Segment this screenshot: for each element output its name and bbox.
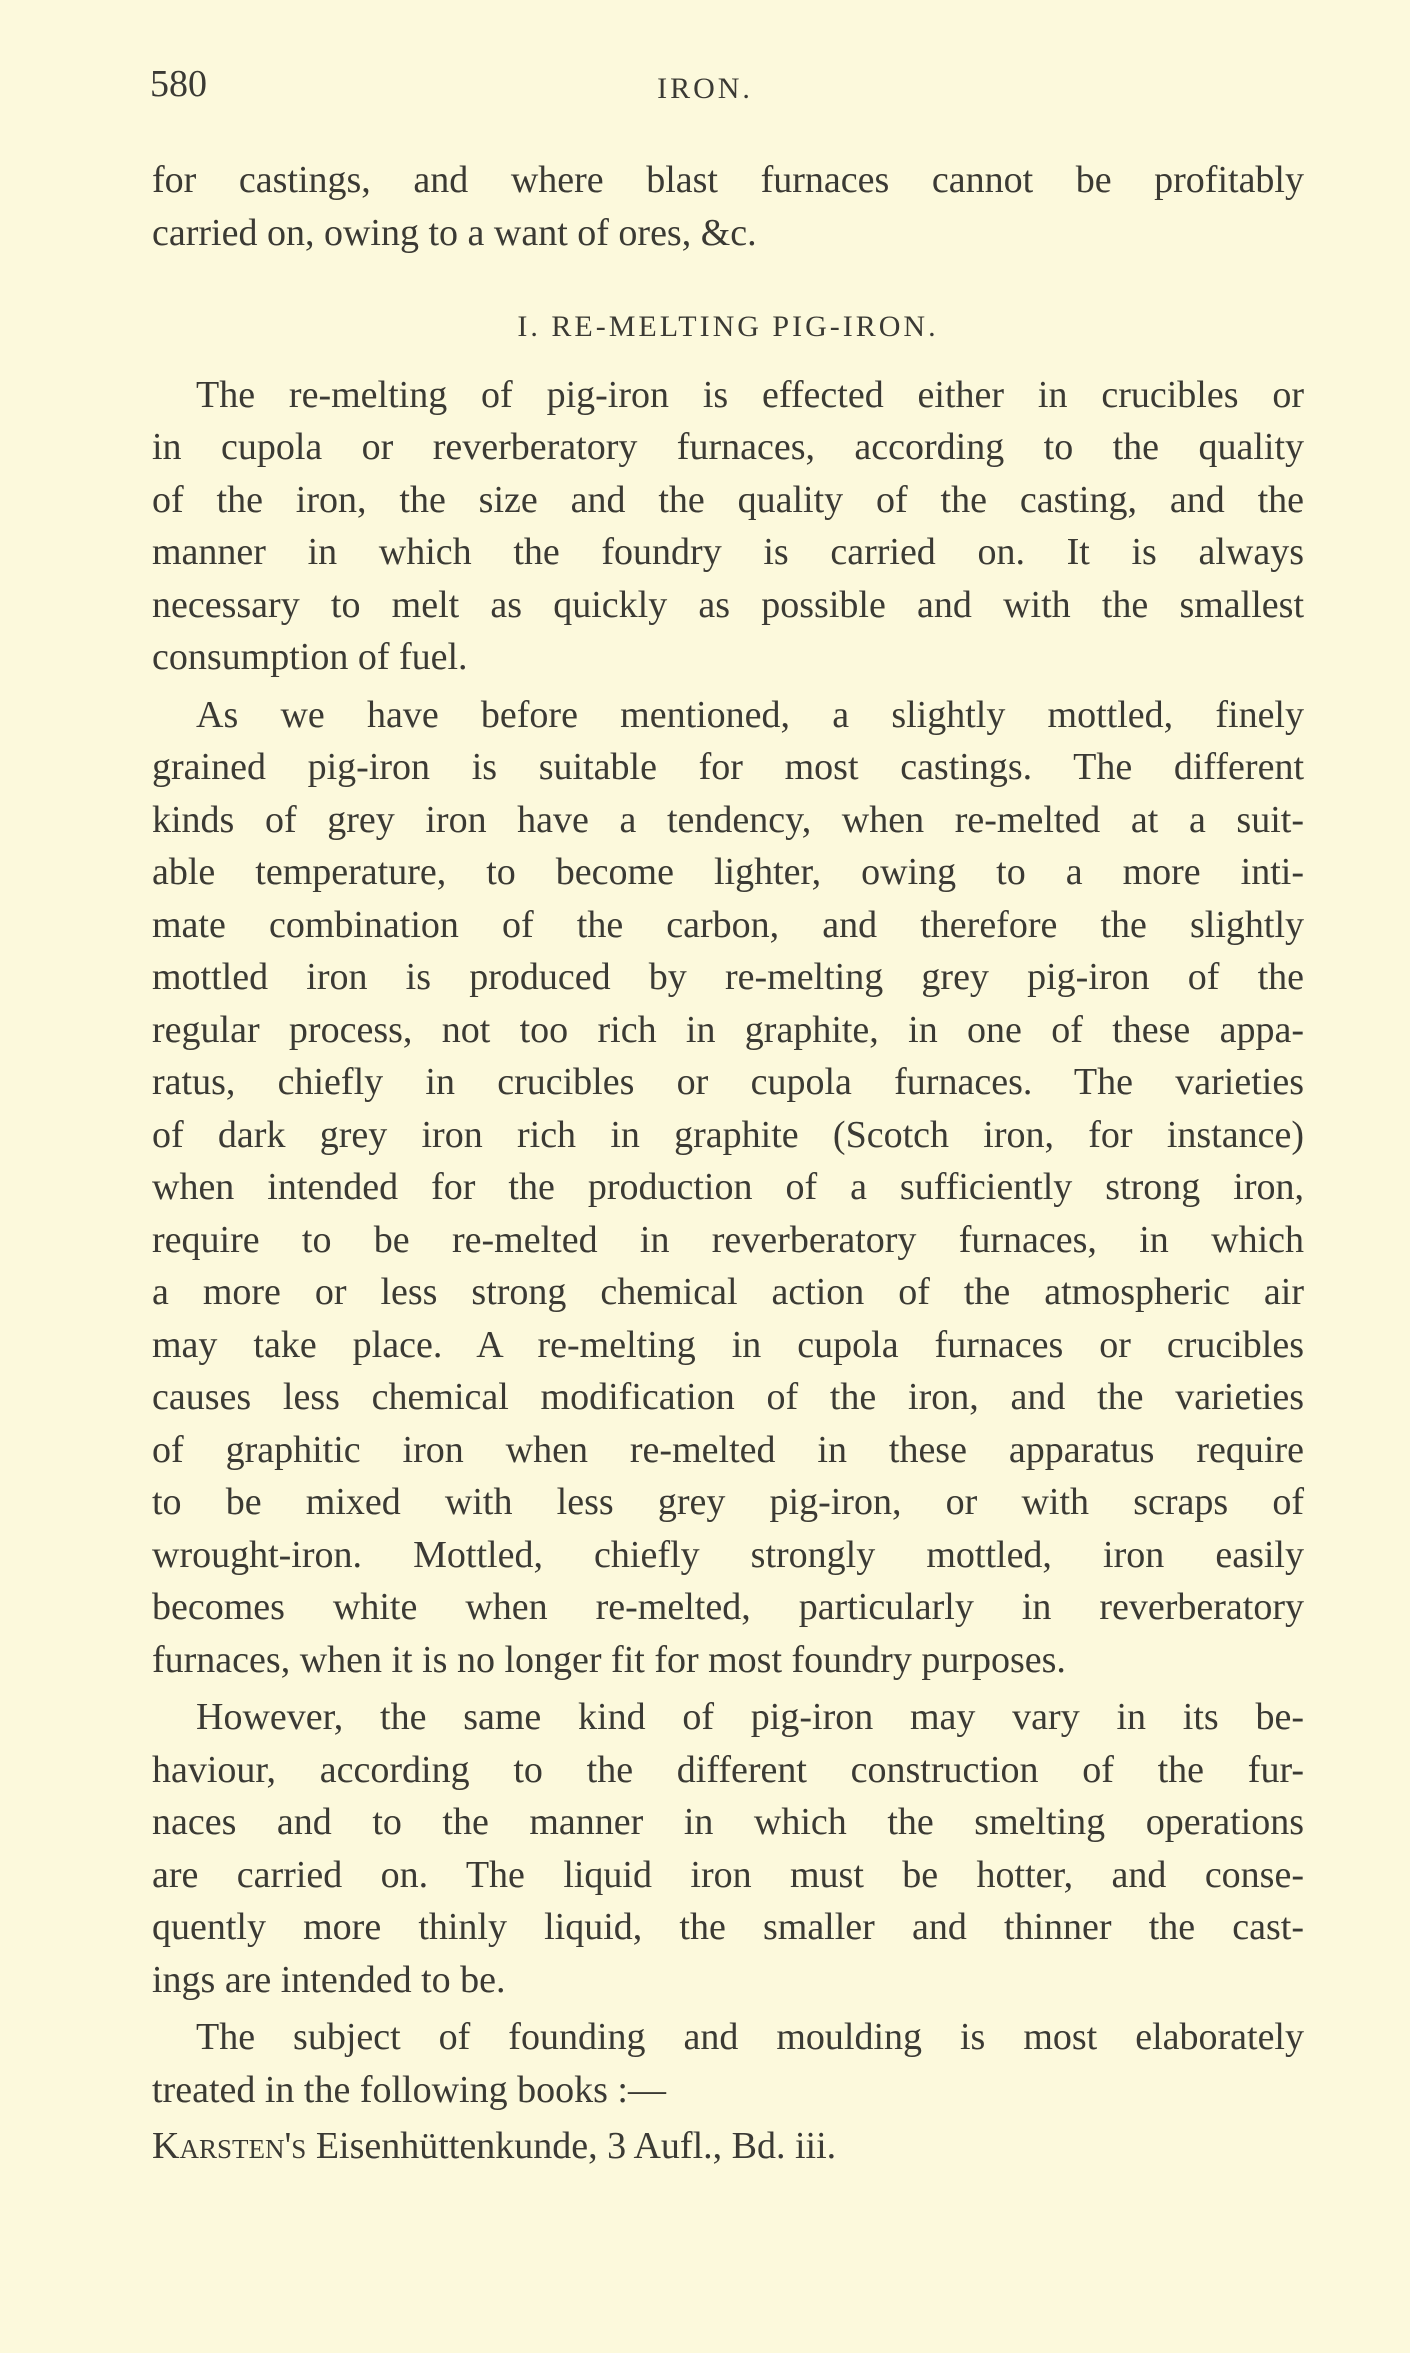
text-line: wrought-iron. Mottled, chiefly strongly mottled, iron easily [152, 1533, 1304, 1576]
text-line: for castings, and where blast furnaces cannot be profitably [152, 159, 1304, 201]
text-line: grained pig-iron is suitable for most castings. The different [152, 746, 1304, 788]
text-line: to be mixed with less grey pig-iron, or with scraps of [152, 1481, 1304, 1523]
page-body [152, 154, 1304, 2173]
text-line: regular process, not too rich in graphite, in one of these appa- [152, 1008, 1304, 1051]
text-line: ratus, chiefly in crucibles or cupola furnaces. The varieties [152, 1061, 1304, 1103]
text-line: when intended for the production of a sufficiently strong iron, [152, 1166, 1304, 1208]
text-line: ings are intended to be. [152, 1958, 506, 2001]
text-line: The subject of founding and moulding is most elaborately [196, 2016, 1304, 2058]
text-line: a more or less strong chemical action of the atmospheric air [152, 1271, 1304, 1313]
text-line: necessary to melt as quickly as possible and with the smallest [152, 583, 1304, 626]
text-line: able temperature, to become lighter, owing to a more inti- [152, 851, 1304, 893]
text-line: quently more thinly liquid, the smaller and thinner the cast- [152, 1906, 1304, 1948]
text-line: carried on, owing to a want of ores, &c. [152, 211, 757, 254]
reference-title: Eisenhüttenkunde, 3 Aufl., Bd. iii. [315, 2125, 837, 2167]
page-number: 580 [150, 63, 207, 105]
text-line: of graphitic iron when re-melted in these apparatus require [152, 1428, 1304, 1471]
paragraphs [152, 369, 1304, 2117]
text-line: As we have before mentioned, a slightly mottled, finely [196, 693, 1304, 736]
text-line: of dark grey iron rich in graphite (Scotch iron, for instance) [152, 1113, 1304, 1156]
text-line: are carried on. The liquid iron must be hotter, and conse- [152, 1853, 1304, 1896]
text-line: kinds of grey iron have a tendency, when re-melted at a suit- [152, 798, 1304, 841]
text-line: The re-melting of pig-iron is effected either in crucibles or [196, 373, 1304, 416]
text-line: haviour, according to the different construction of the fur- [152, 1748, 1304, 1791]
text-line: manner in which the foundry is carried on. It is always [152, 531, 1304, 573]
text-line: consumption of fuel. [152, 636, 468, 678]
text-line: in cupola or reverberatory furnaces, according to the quality [152, 426, 1304, 468]
paragraph [152, 689, 1304, 1687]
text-line: becomes white when re-melted, particularly in reverberatory [152, 1586, 1304, 1628]
reference-author: Karsten's [152, 2125, 307, 2167]
paragraph [152, 369, 1304, 684]
text-line: However, the same kind of pig-iron may vary in its be- [196, 1696, 1304, 1738]
text-line: causes less chemical modification of the iron, and the varieties [152, 1376, 1304, 1418]
text-line: mate combination of the carbon, and therefore the slightly [152, 903, 1304, 946]
text-line: mottled iron is produced by re-melting grey pig-iron of the [152, 956, 1304, 998]
text-line: naces and to the manner in which the smelting operations [152, 1801, 1304, 1843]
reference-citation [152, 2120, 1304, 2173]
paragraph [152, 2011, 1304, 2116]
text-line: furnaces, when it is no longer fit for most foundry purposes. [152, 1638, 1066, 1681]
text-line: require to be re-melted in reverberatory furnaces, in which [152, 1218, 1304, 1261]
section-heading: I. RE-MELTING PIG-IRON. [517, 310, 939, 343]
paragraph [152, 1691, 1304, 2006]
continuation-text [152, 154, 1304, 259]
text-line: may take place. A re-melting in cupola furnaces or crucibles [152, 1323, 1304, 1366]
running-title: IRON. [657, 72, 753, 105]
text-line: treated in the following books :— [152, 2068, 666, 2111]
text-line: of the iron, the size and the quality of the casting, and the [152, 478, 1304, 521]
